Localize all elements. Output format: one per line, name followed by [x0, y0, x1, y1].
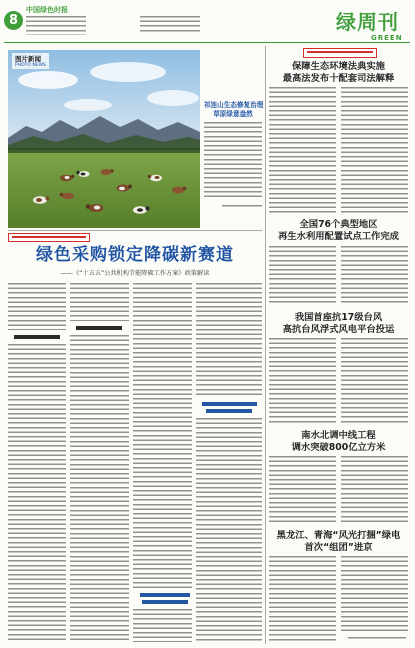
brief-4-body-left: [269, 456, 336, 522]
feature-headline: 绿色采购锁定降碳新赛道: [36, 245, 234, 265]
photo-grassland-cattle: [8, 50, 200, 228]
brief-1-body-right: [341, 87, 408, 214]
photo-caption-title-line1: 祁连山生态修复治理: [204, 101, 264, 109]
paper-logo: 中国绿色时报: [26, 6, 68, 14]
feature-subhead-col4-line1: [202, 402, 257, 406]
brief-3-title-line1: 我国首座抗17级台风: [294, 312, 383, 323]
brief-5-body-right: [341, 556, 408, 632]
masthead-info-text: [26, 16, 86, 35]
brief-5-credit-note: [348, 637, 406, 639]
feature-subhead-col1: [14, 335, 60, 339]
feature-subhead-col3-line2: [142, 600, 188, 604]
feature-body-col4-top: [196, 283, 262, 397]
brief-4-title-line2: 调水突破800亿立方米: [291, 442, 386, 453]
feature-column-tag-text: [12, 236, 86, 240]
brief-1-body-left: [269, 87, 336, 214]
masthead-rule: [4, 42, 410, 43]
photo-cloud: [90, 62, 166, 82]
photo-caption-title-line2: 草原绿意盎然: [213, 110, 253, 118]
photo-caption-credit: [222, 205, 262, 207]
feature-subhead-col4-line2: [206, 409, 252, 413]
brief-3-body-right: [341, 338, 408, 423]
brief-5-title-line1: 黑龙江、青海“风光打捆”绿电: [276, 530, 401, 541]
photo-news-label-cn: 图片新闻: [15, 55, 41, 63]
feature-body-col2-top: [70, 283, 129, 321]
photo-caption-body: [204, 122, 262, 200]
brief-5-body-left: [269, 556, 336, 642]
feature-subheadline: ——《“十五五”公共机构节能降碳工作方案》政策解读: [60, 270, 210, 277]
column-divider: [265, 46, 266, 644]
brief-4-body-right: [341, 456, 408, 522]
photo-treeline: [8, 148, 200, 153]
briefs-column-tag-text: [307, 51, 373, 55]
photo-cloud: [147, 90, 199, 106]
feature-body-col3: [133, 283, 192, 588]
feature-body-col2: [70, 335, 129, 642]
feature-subhead-col3-line1: [140, 593, 190, 597]
section-title: 绿周刊: [336, 10, 399, 34]
brief-3-title-line2: 高抗台风浮式风电平台投运: [282, 324, 395, 335]
feature-body-col1: [8, 344, 66, 642]
photo-grass: [8, 150, 200, 228]
brief-4-title-line1: 南水北调中线工程: [301, 430, 376, 441]
brief-2-body-right: [341, 246, 408, 306]
brief-3-body-left: [269, 338, 336, 423]
brief-2-body-left: [269, 246, 336, 306]
brief-2-title-line1: 全国76个典型地区: [299, 219, 378, 230]
brief-1-title-line2: 最高法发布十配套司法解释: [282, 73, 395, 84]
feature-body-col3-bottom: [133, 609, 192, 642]
feature-column-tag: [8, 233, 90, 242]
brief-5-title-line2: 首次“组团”进京: [304, 542, 373, 553]
feature-body-col4: [196, 418, 262, 642]
brief-1-title-line1: 保障生态环境法典实施: [292, 61, 385, 72]
briefs-column-tag: [303, 48, 377, 58]
section-title-en: GREEN: [371, 34, 403, 42]
page-number-badge: 8: [4, 11, 23, 30]
masthead-edition-text: [140, 16, 200, 33]
brief-2-title-line2: 再生水利用配置试点工作完成: [278, 231, 399, 242]
photo-cloud: [18, 71, 78, 89]
feature-subhead-col2: [76, 326, 122, 330]
feature-body-col1-top: [8, 283, 66, 330]
photo-news-label: [12, 53, 49, 69]
photo-section-rule: [8, 230, 262, 231]
photo-cloud: [64, 99, 112, 111]
photo-news-label-en: PHOTO NEWS: [15, 63, 46, 68]
